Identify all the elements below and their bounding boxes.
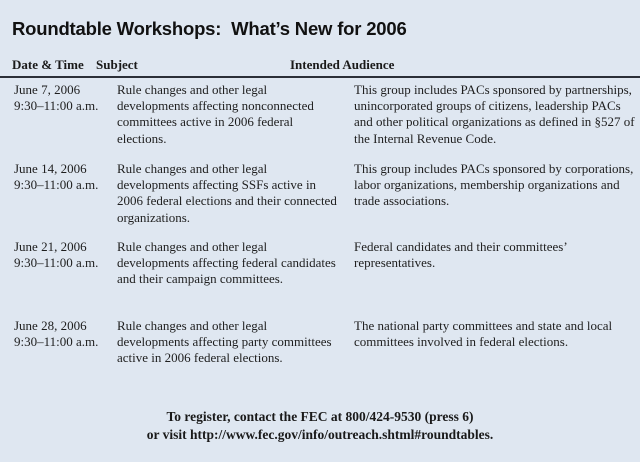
date: June 7, 2006 bbox=[14, 82, 81, 97]
date-time-cell bbox=[14, 82, 99, 114]
date: June 28, 2006 bbox=[14, 318, 87, 333]
column-header-subject: Subject bbox=[96, 57, 138, 72]
registration-url-line: or visit http://www.fec.gov/info/outreach.shtml#roundtables. bbox=[146, 427, 494, 442]
column-header-date-time: Date & Time bbox=[12, 57, 84, 72]
date: June 14, 2006 bbox=[14, 161, 87, 176]
date-time-cell bbox=[14, 239, 99, 271]
time: 9:30–11:00 a.m. bbox=[14, 255, 99, 271]
audience-cell: The national party committees and state and local committees involved in federal elections. bbox=[354, 318, 613, 350]
subject-cell: Rule changes and other legal developments affecting party committees active in 2006 federal elections. bbox=[117, 318, 332, 366]
date: June 21, 2006 bbox=[14, 239, 87, 254]
time: 9:30–11:00 a.m. bbox=[14, 177, 99, 193]
time: 9:30–11:00 a.m. bbox=[14, 98, 99, 114]
audience-cell: This group includes PACs sponsored by corporations, labor organizations, membership organizations and trade associations. bbox=[354, 161, 634, 209]
registration-phone-line: To register, contact the FEC at 800/424-9530 (press 6) bbox=[166, 409, 474, 424]
registration-info bbox=[0, 408, 640, 444]
subject-cell: Rule changes and other legal developments affecting SSFs active in 2006 federal elections and their connected organizations. bbox=[117, 161, 337, 225]
audience-cell: Federal candidates and their committees’ representatives. bbox=[354, 239, 567, 271]
audience-cell: This group includes PACs sponsored by partnerships, unincorporated groups of citizens, leadership PACs and other political organizations as defined in §527 of the Internal Revenue Code. bbox=[354, 82, 635, 146]
date-time-cell bbox=[14, 318, 99, 350]
time: 9:30–11:00 a.m. bbox=[14, 334, 99, 350]
date-time-cell bbox=[14, 161, 99, 193]
page-title: Roundtable Workshops: What’s New for 2006 bbox=[12, 18, 407, 39]
subject-cell: Rule changes and other legal developments affecting federal candidates and their campaign committees. bbox=[117, 239, 336, 287]
header-divider bbox=[0, 76, 640, 78]
subject-cell: Rule changes and other legal developments affecting nonconnected committees active in 2006 federal elections. bbox=[117, 82, 314, 146]
column-header-audience: Intended Audience bbox=[290, 57, 395, 72]
